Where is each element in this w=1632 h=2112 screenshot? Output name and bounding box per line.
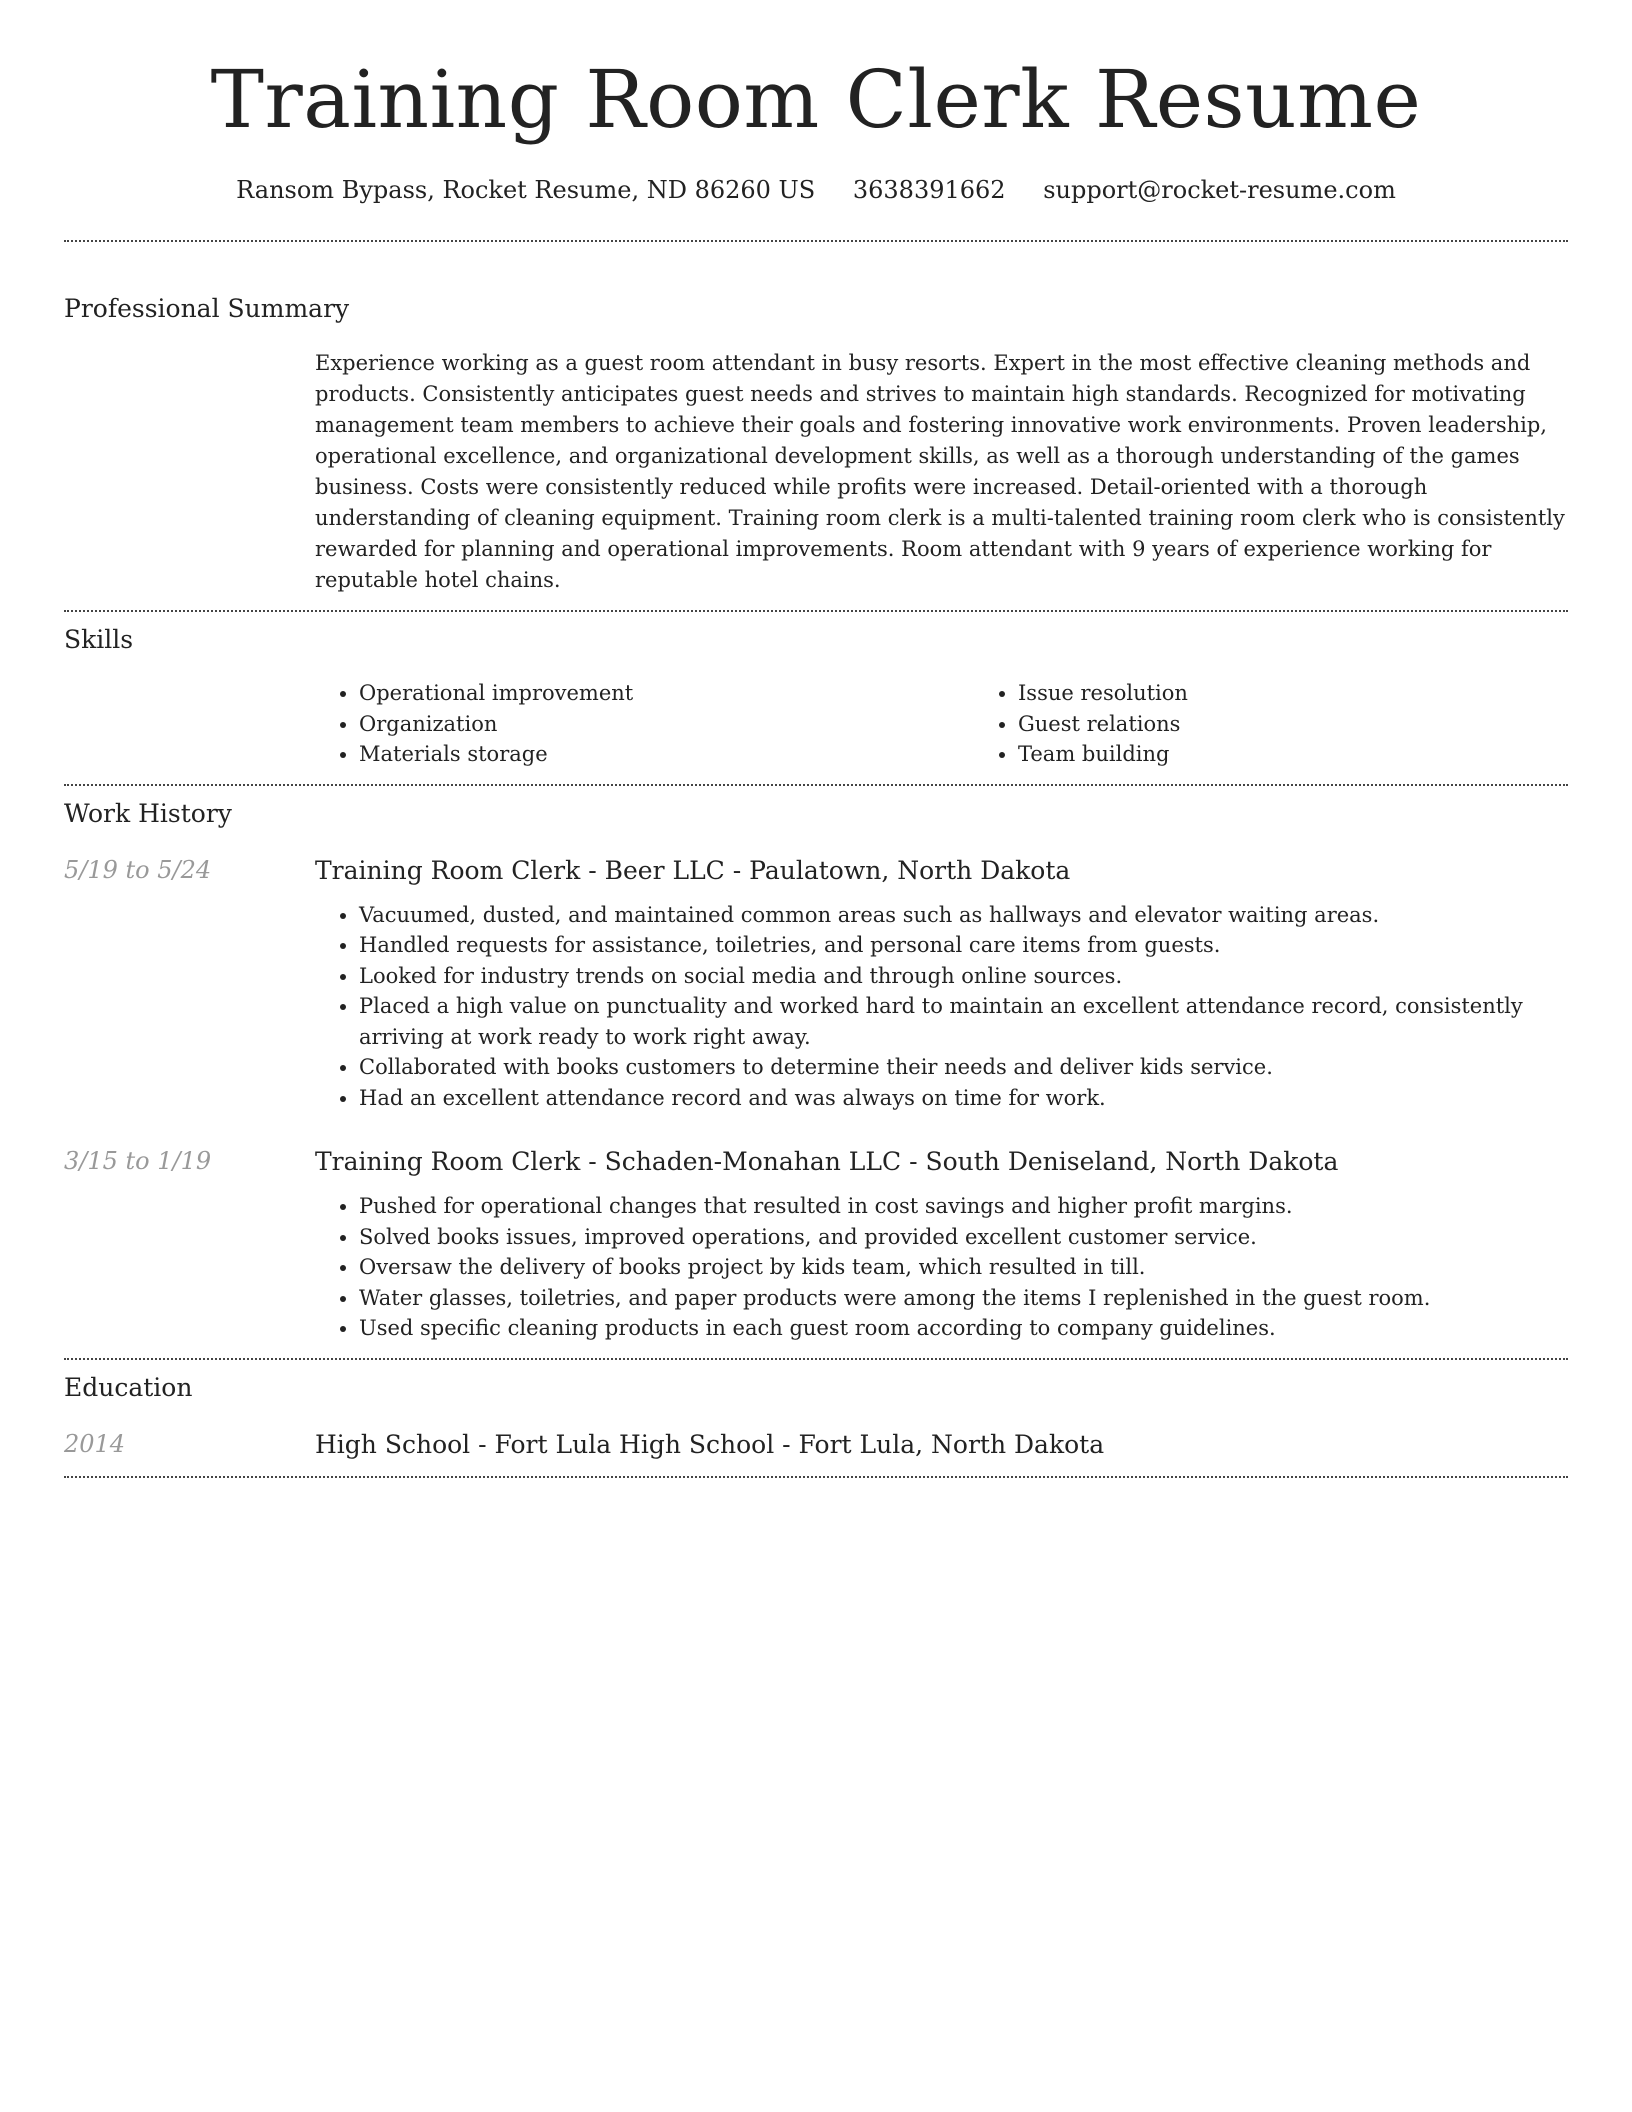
section-heading-summary: Professional Summary	[64, 294, 350, 323]
job-bullet: • Collaborated with books customers to determine their needs and deliver kids service.	[359, 1052, 1568, 1083]
job-bullet: • Looked for industry trends on social media and through online sources.	[359, 961, 1568, 992]
resume-title: Training Room Clerk Resume	[210, 53, 1422, 146]
education-title: High School - Fort Lula High School - Fort Lula, North Dakota	[315, 1429, 1105, 1459]
summary-row	[64, 348, 1568, 596]
job-entry	[64, 1145, 1568, 1344]
job-entry	[64, 854, 1568, 1114]
skills-spacer	[64, 678, 315, 770]
job-body	[315, 1145, 1568, 1344]
job-bullet: • Oversaw the delivery of books project by kids team, which resulted in till.	[359, 1252, 1568, 1283]
summary-body	[315, 348, 1568, 596]
job-bullet: • Pushed for operational changes that resulted in cost savings and higher profit margins.	[359, 1191, 1568, 1222]
education-section	[64, 1372, 1568, 1462]
contact-address: Ransom Bypass, Rocket Resume, ND 86260 US	[236, 176, 816, 204]
job-body	[315, 854, 1568, 1114]
skills-list-right	[974, 678, 1632, 770]
skill-item: • Team building	[1018, 739, 1632, 770]
job-bullet: • Placed a high value on punctuality and worked hard to maintain an excellent attendance record, consistently arriving at work ready to work right away.	[359, 991, 1568, 1052]
contact-phone: 3638391662	[852, 176, 1006, 204]
education-body	[315, 1428, 1568, 1462]
skill-item: • Organization	[359, 709, 974, 740]
job-dates: 3/15 to 1/19	[64, 1147, 212, 1175]
divider	[64, 1476, 1568, 1478]
job-bullet: • Vacuumed, dusted, and maintained common areas such as hallways and elevator waiting areas.	[359, 900, 1568, 931]
summary-text: Experience working as a guest room attendant in busy resorts. Expert in the most effective cleaning methods and products. Consistently anticipates guest needs and strives to maintain high standards. Recognized for motivating management team members to achieve their goals and fostering innovative work environments. Proven leadership, operational excellence, and organizational development skills, as well as a thorough understanding of the games business. Costs were consistently reduced while profits were increased. Detail-oriented with a thorough understanding of cleaning equipment. Training room clerk is a multi-talented training room clerk who is consistently rewarded for planning and operational improvements. Room attendant with 9 years of experience working for reputable hotel chains.	[315, 351, 1565, 592]
skills-section	[64, 624, 1568, 770]
job-dates: 5/19 to 5/24	[64, 855, 212, 884]
skill-item: • Issue resolution	[1018, 678, 1632, 709]
contact-line	[64, 174, 1568, 206]
summary-section	[64, 293, 1568, 596]
divider	[64, 784, 1568, 786]
skill-item: • Guest relations	[1018, 709, 1632, 740]
skills-list-left	[315, 678, 974, 770]
job-bullet: • Solved books issues, improved operations, and provided excellent customer service.	[359, 1222, 1568, 1253]
skill-item: • Materials storage	[359, 739, 974, 770]
contact-email: support@rocket-resume.com	[1043, 176, 1396, 204]
section-heading-education: Education	[64, 1372, 193, 1402]
job-title: Training Room Clerk - Schaden-Monahan LLC - South Deniseland, North Dakota	[315, 1147, 1339, 1176]
job-bullets	[315, 1191, 1568, 1344]
section-heading-work: Work History	[64, 798, 232, 828]
education-year: 2014	[64, 1429, 126, 1458]
skill-item: • Operational improvement	[359, 678, 974, 709]
divider	[64, 240, 1568, 242]
job-bullet: • Had an excellent attendance record and was always on time for work.	[359, 1083, 1568, 1114]
section-heading-skills: Skills	[64, 625, 134, 654]
education-entry	[64, 1428, 1568, 1462]
job-title: Training Room Clerk - Beer LLC - Paulatown, North Dakota	[315, 855, 1071, 885]
divider	[64, 1358, 1568, 1360]
job-bullet: • Water glasses, toiletries, and paper products were among the items I replenished in the guest room.	[359, 1283, 1568, 1314]
job-bullet: • Used specific cleaning products in each guest room according to company guidelines.	[359, 1313, 1568, 1344]
job-bullet: • Handled requests for assistance, toiletries, and personal care items from guests.	[359, 930, 1568, 961]
work-section	[64, 798, 1568, 1344]
divider	[64, 610, 1568, 612]
skills-grid	[315, 678, 1632, 770]
summary-spacer	[64, 348, 315, 596]
skills-row	[64, 678, 1568, 770]
job-bullets	[315, 900, 1568, 1114]
